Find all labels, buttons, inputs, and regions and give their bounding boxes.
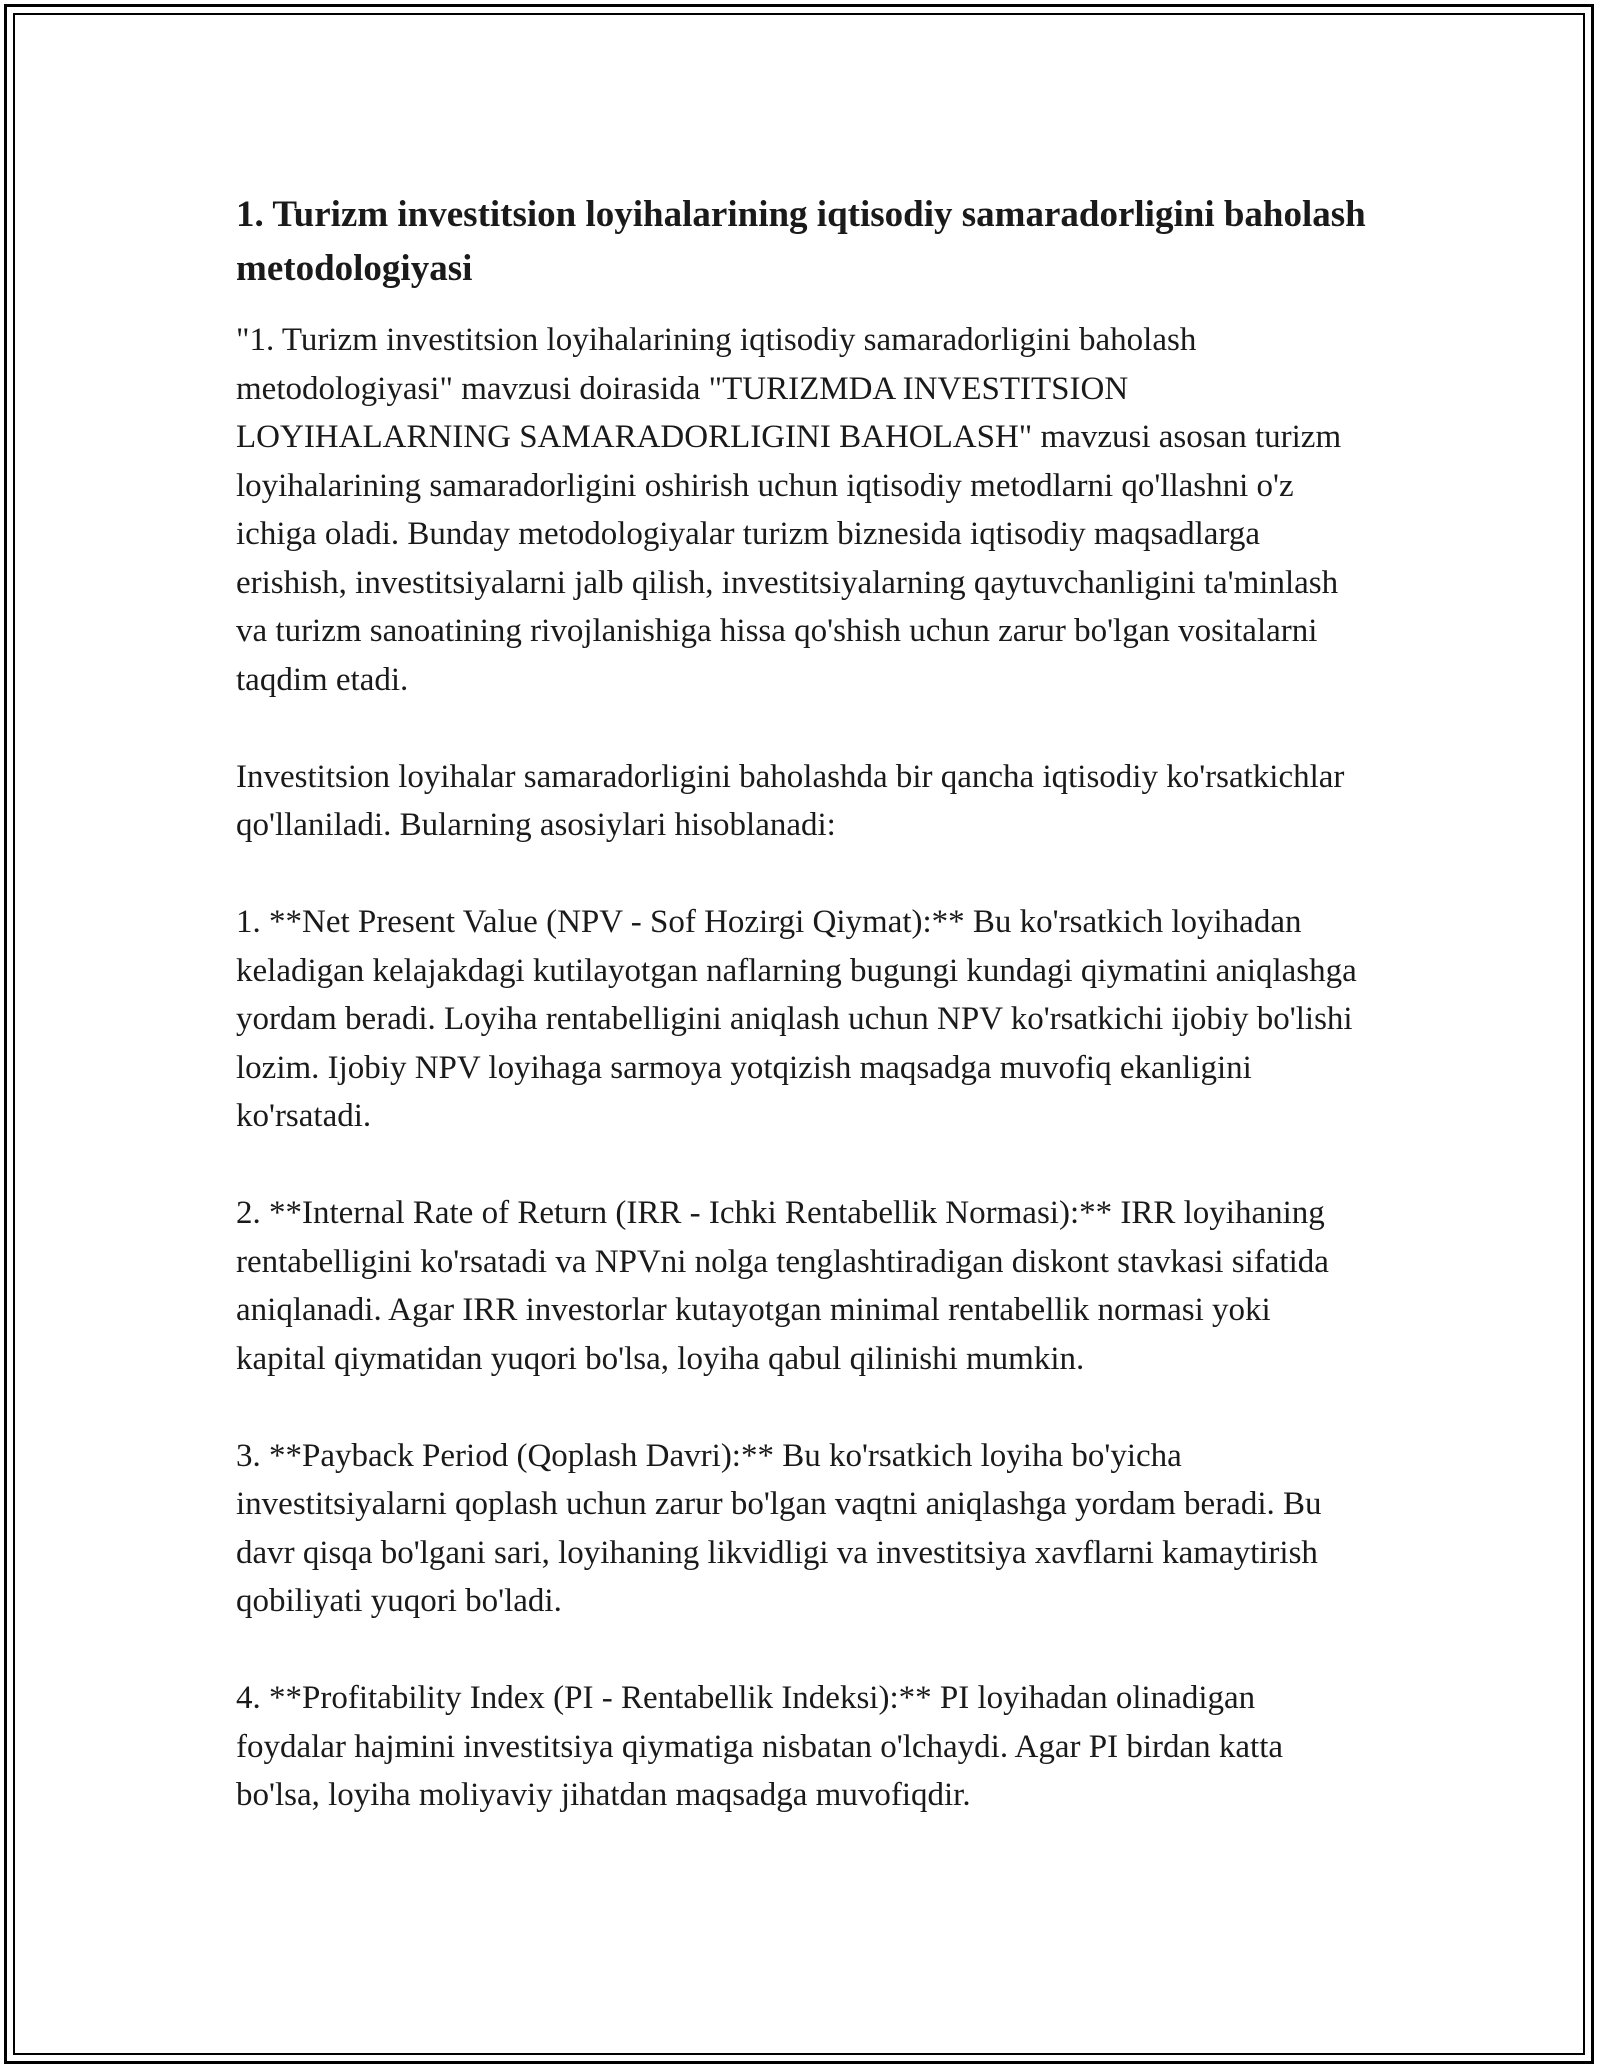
paragraph-irr: 2. **Internal Rate of Return (IRR - Ichki Rentabellik Normasi):** IRR loyihaning rentabelligini ko'rsatadi va NPVni nolga tenglashtiradigan diskont stavkasi sifatida aniqlanadi. Agar IRR investorlar kutayotgan minimal rentabellik normasi yoki kapital qiymatidan yuqori bo'lsa, loyiha qabul qilinishi mumkin. — [236, 1195, 1329, 1377]
document-body — [236, 188, 1366, 1868]
paragraph-indicators-intro: Investitsion loyihalar samaradorligini baholashda bir qancha iqtisodiy ko'rsatkichlar qo'llaniladi. Bularning asosiylari hisoblanadi: — [236, 758, 1345, 843]
paragraph-npv: 1. **Net Present Value (NPV - Sof Hozirgi Qiymat):** Bu ko'rsatkich loyihadan keladigan kelajakdagi kutilayotgan naflarning bugungi kundagi qiymatini aniqlashga yordam beradi. Loyiha rentabelligini aniqlash uchun NPV ko'rsatkichi ijobiy bo'lishi lozim. Ijobiy NPV loyihaga sarmoya yotqizish maqsadga muvofiq ekanligini ko'rsatadi. — [236, 904, 1357, 1134]
paragraph-pi: 4. **Profitability Index (PI - Rentabellik Indeksi):** PI loyihadan olinadigan foydalar hajmini investitsiya qiymatiga nisbatan o'lchaydi. Agar PI birdan katta bo'lsa, loyiha moliyaviy jihatdan maqsadga muvofiqdir. — [236, 1680, 1284, 1813]
paragraph-payback: 3. **Payback Period (Qoplash Davri):** Bu ko'rsatkich loyiha bo'yicha investitsiyalarni qoplash uchun zarur bo'lgan vaqtni aniqlashga yordam beradi. Bu davr qisqa bo'lgani sari, loyihaning likvidligi va investitsiya xavflarni kamaytirish qobiliyati yuqori bo'ladi. — [236, 1437, 1322, 1619]
document-heading: 1. Turizm investitsion loyihalarining iqtisodiy samaradorligini baholash metodologiyasi — [236, 194, 1366, 289]
paragraph-intro: "1. Turizm investitsion loyihalarining iqtisodiy samaradorligini baholash metodologiyasi" mavzusi doirasida "TURIZMDA INVESTITSION LOYIHALARNING SAMARADORLIGINI BAHOLASH" mavzusi asosan turizm loyihalarining samaradorligini oshirish uchun iqtisodiy metodlarni qo'llashni o'z ichiga oladi. Bunday metodologiyalar turizm biznesida iqtisodiy maqsadlarga erishish, investitsiyalarni jalb qilish, investitsiyalarning qaytuvchanligini ta'minlash va turizm sanoatining rivojlanishiga hissa qo'shish uchun zarur bo'lgan vositalarni taqdim etadi. — [236, 322, 1342, 698]
